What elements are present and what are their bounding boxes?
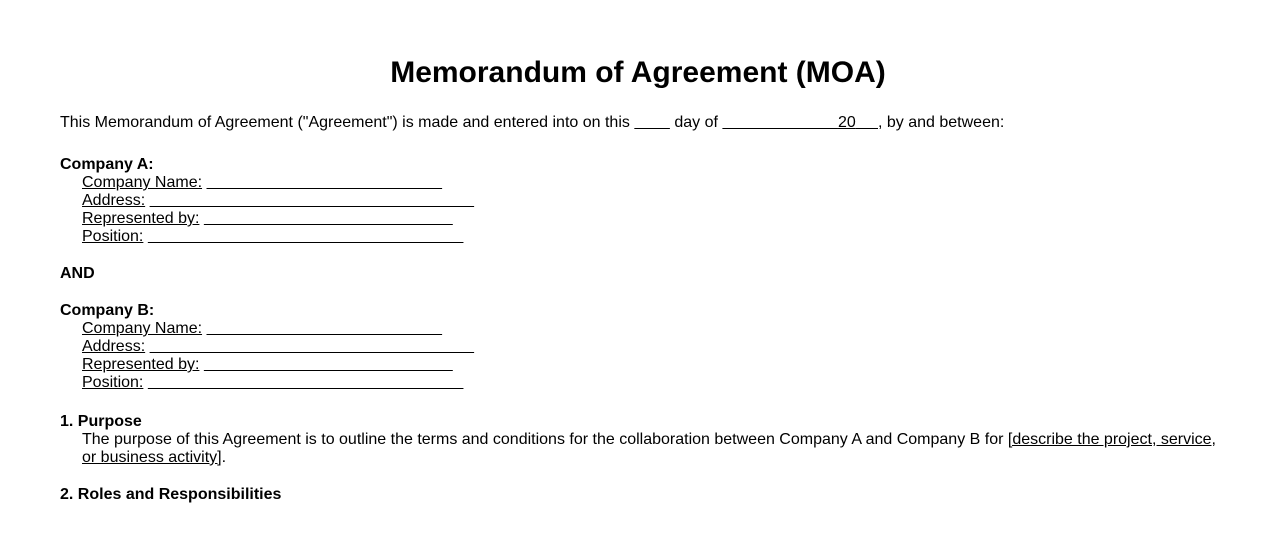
intro-text-2: day of	[674, 114, 718, 131]
address-label: Address:	[82, 338, 146, 355]
position-blank	[148, 228, 464, 245]
field-line-position	[60, 374, 1216, 392]
address-label: Address:	[82, 192, 146, 209]
month-blank	[722, 114, 838, 131]
section-purpose	[60, 413, 1216, 467]
year-blank	[856, 114, 878, 131]
section-purpose-body	[60, 431, 1216, 467]
field-line-address	[60, 338, 1216, 356]
intro-text-3: , by and between:	[878, 114, 1005, 131]
section-roles	[60, 486, 1216, 504]
represented-by-label: Represented by:	[82, 210, 200, 227]
day-blank	[634, 114, 670, 131]
address-blank	[150, 338, 475, 355]
company-name-blank	[207, 174, 443, 191]
purpose-text: The purpose of this Agreement is to outline the terms and conditions for the collaboration between Company A and Company B for	[82, 431, 1008, 448]
represented-by-label: Represented by:	[82, 356, 200, 373]
field-line-represented-by	[60, 210, 1216, 228]
intro-text-1: This Memorandum of Agreement ("Agreement") is made and entered into on this	[60, 114, 630, 131]
month-year-blank	[722, 114, 878, 131]
position-label: Position:	[82, 228, 144, 245]
party-b-heading: Company B:	[60, 302, 155, 319]
represented-by-blank	[204, 210, 453, 227]
section-number: 2.	[60, 486, 74, 503]
position-blank	[148, 374, 464, 391]
party-a-heading: Company A:	[60, 156, 154, 173]
section-roles-heading	[60, 486, 1216, 504]
section-title: Purpose	[77, 413, 142, 430]
section-title: Roles and Responsibilities	[77, 486, 282, 503]
field-line-position	[60, 228, 1216, 246]
year-prefix: 20	[837, 114, 856, 131]
party-a-block	[60, 156, 1216, 246]
company-name-label: Company Name:	[82, 174, 203, 191]
position-label: Position:	[82, 374, 144, 391]
field-line-company-name	[60, 174, 1216, 192]
document-title: Memorandum of Agreement (MOA)	[390, 56, 886, 89]
company-name-label: Company Name:	[82, 320, 203, 337]
purpose-placeholder-text: [describe the project, service, or business activity]	[82, 431, 1216, 466]
represented-by-blank	[204, 356, 453, 373]
field-line-represented-by	[60, 356, 1216, 374]
field-line-address	[60, 192, 1216, 210]
company-name-blank	[207, 320, 443, 337]
party-b-block	[60, 302, 1216, 392]
section-number: 1.	[60, 413, 74, 430]
section-purpose-heading	[60, 413, 1216, 431]
field-line-company-name	[60, 320, 1216, 338]
purpose-text-suffix: .	[221, 449, 227, 466]
document-page	[0, 56, 1278, 504]
and-separator: AND	[60, 265, 95, 282]
intro-paragraph	[60, 114, 1216, 132]
address-blank	[150, 192, 475, 209]
